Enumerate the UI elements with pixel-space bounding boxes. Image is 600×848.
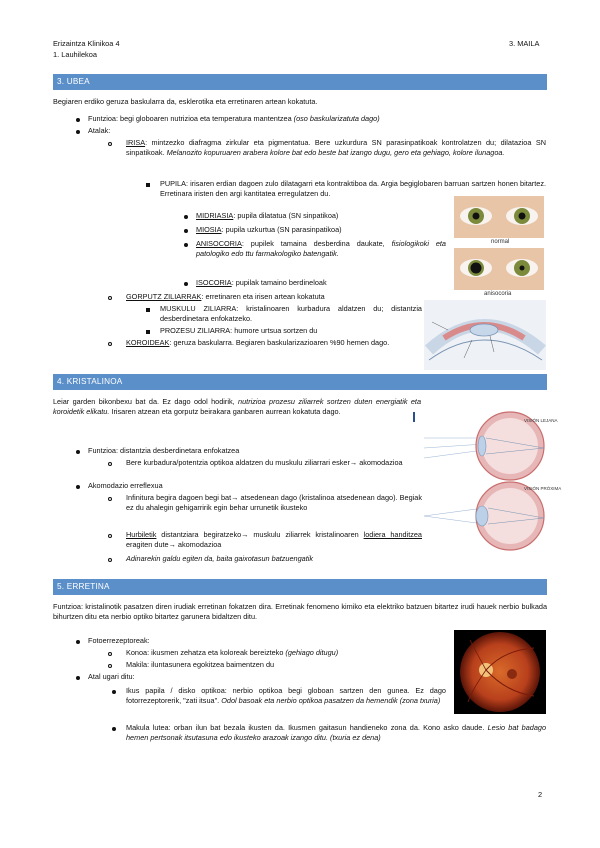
- ciliary-body-diagram: [424, 300, 546, 370]
- erretina-makula: Makula lutea: orban ilun bat bezala ikusten da. Ikusmen gaitasun handieneko zona da. Kono asko daude. Lesio bat badago hemen pertsonak itsutasuna edo ikusteko arazoak izango ditu. (txuria ez dena): [126, 723, 547, 743]
- fig-label-normal: normal: [491, 239, 510, 245]
- bullet-circle-icon: [108, 652, 112, 656]
- ubea-muskulu: MUSKULU ZILIARRA: kristalinoaren kurbadura aldatzen du; distantzia desberdinetara enfokatzeko.: [160, 304, 422, 324]
- ubea-midriasia: MIDRIASIA: pupila dilatatua (SN sinpatikoa): [196, 211, 339, 220]
- retina-fundus-photo: [454, 630, 546, 714]
- kristalinoa-hurbiletik: Hurbiletik distantziara begiratzeko→ muskulu ziliarrek kristalinoaren lodiera handitzea eragiten dute→ akomodazioa: [126, 530, 422, 550]
- bullet-icon: [184, 282, 188, 286]
- bullet-circle-icon: [108, 342, 112, 346]
- ubea-atalak: Atalak:: [88, 126, 111, 135]
- bullet-icon: [76, 485, 80, 489]
- fig-label-anisocoria: anisocoria: [484, 291, 512, 297]
- bullet-circle-icon: [108, 664, 112, 668]
- header-term: 1. Lauhilekoa: [53, 50, 97, 59]
- ubea-irisa: IRISA: mintzezko diafragma zirkular eta pigmentatua. Bere uzkurdura SN parasinpatikoak kontrolatzen du; dilatazioa SN sinpatikoak. Melanozito kopuruaren arabera kolore bat edo beste bat izango dugu, gero eta gehiago, kolore ilunagoa.: [126, 138, 546, 158]
- kristalinoa-funtzioa: Funtzioa: distantzia desberdinetara enfokatzea: [88, 446, 240, 455]
- bullet-icon: [184, 229, 188, 233]
- ubea-isocoria: ISOCORIA: pupilak tamaino berdineloak: [196, 278, 327, 287]
- ubea-intro: Begiaren erdiko geruza baskularra da, esklerotika eta erretinaren artean kokatuta.: [53, 97, 318, 106]
- kristalinoa-infinitura: Infinitura begira dagoen begi bat→ atsedenean dago (kristalinoa atsedenean dago). Begiak ez du ahalegin gehigarririk egin behar urrunetik ikusteko: [126, 493, 422, 513]
- bullet-icon: [112, 727, 116, 731]
- bullet-icon: [76, 118, 80, 122]
- page-number: 2: [538, 790, 543, 799]
- bullet-icon: [112, 690, 116, 694]
- erretina-ikus: Ikus papila / disko optikoa: nerbio optikoa begi globoan sartzen den gunea. Ez dago fotorrezeptorerik, "zati itsua". Odol basoak eta nerbio optikoa pasatzen da hemendik (zona txuria): [126, 686, 446, 706]
- kristalinoa-funtzioa-sub: Bere kurbadura/potentzia optikoa aldatzen du muskulu ziliarrari esker→ akomodazioa: [126, 458, 403, 467]
- bullet-circle-icon: [108, 462, 112, 466]
- bullet-icon: [184, 243, 188, 247]
- erretina-fotoerrezeptoreak: Fotoerrezeptoreak:: [88, 636, 150, 645]
- erretina-makila: Makila: iluntasunera egokitzea baimentzen du: [126, 660, 275, 669]
- header-year: 3. MAILA: [509, 39, 540, 48]
- ubea-miosia: MIOSIA: pupila uzkurtua (SN parasinpatikoa): [196, 225, 342, 234]
- kristalinoa-adinarekin: Adinarekin galdu egiten da, baita gaixotasun batzuengatik: [126, 554, 314, 563]
- eyes-figure: [454, 196, 544, 306]
- bullet-icon: [184, 215, 188, 219]
- bullet-icon: [76, 676, 80, 680]
- bullet-circle-icon: [108, 497, 112, 501]
- bullet-square-icon: [146, 183, 150, 187]
- header-course: Erizaintza Klinikoa 4: [53, 39, 120, 48]
- bullet-circle-icon: [108, 558, 112, 562]
- ubea-gorputz: GORPUTZ ZILIARRAK: erretinaren eta irisen artean kokatuta: [126, 292, 325, 301]
- bullet-icon: [76, 640, 80, 644]
- accommodation-diagram: [424, 404, 562, 554]
- erretina-intro: Funtzioa: kristalinotik pasatzen diren irudiak erretinan fokatzen dira. Erretinak fenomeno kimiko eta elektriko batzuen bitartez irudi hauek nerbio bulkada bihurtzen ditu eta nerbio optiko bitartez garunera bidaltzen ditu.: [53, 602, 547, 622]
- bullet-icon: [76, 450, 80, 454]
- kristalinoa-intro: Leiar garden bikonbexu bat da. Ez dago odol hodirik, nutrizioa prozesu ziliarrek sortzen duten energiatik eta koroidetik elikatu. Irisaren atzean eta gorputz beirakara ganbaren aurrean kokatuta dago.: [53, 397, 422, 417]
- section-title-kristalinoa: 4. KRISTALINOA: [53, 374, 547, 390]
- kristalinoa-akomodazio: Akomodazio erreflexua: [88, 481, 163, 490]
- erretina-atal: Atal ugari ditu:: [88, 672, 135, 681]
- bullet-circle-icon: [108, 142, 112, 146]
- ubea-funtzioa: Funtzioa: begi globoaren nutrizioa eta temperatura mantentzea (oso baskularizatuta dago): [88, 114, 380, 123]
- fig-label-proxima: VISIÓN PRÓXIMA: [524, 486, 562, 491]
- ubea-pupila: PUPILA: irisaren erdian dagoen zulo dilatagarri eta kontraktiboa da. Argia begiglobaren barruan sartzen honen bitartez. Erretinara iristen den argi kantitatea erregulatzen du.: [160, 179, 546, 199]
- bullet-circle-icon: [108, 534, 112, 538]
- bullet-square-icon: [146, 308, 150, 312]
- ubea-prozesu: PROZESU ZILIARRA: humore urtsua sortzen du: [160, 326, 318, 335]
- ubea-koroidea: KOROIDEAK: geruza baskularra. Begiaren baskularizazioaren %90 hemen dago.: [126, 338, 390, 347]
- erretina-konoa: Konoa: ikusmen zehatza eta koloreak bereizteko (gehiago ditugu): [126, 648, 339, 657]
- ubea-anisocoria: ANISOCORIA: pupilek tamaina desberdina daukate, fisiologikoki eta patologiko edo ttu farmakologiko batengatik.: [196, 239, 446, 259]
- text-cursor-mark: [413, 412, 415, 422]
- bullet-square-icon: [146, 330, 150, 334]
- section-title-erretina: 5. ERRETINA: [53, 579, 547, 595]
- bullet-icon: [76, 130, 80, 134]
- bullet-circle-icon: [108, 296, 112, 300]
- section-title-ubea: 3. UBEA: [53, 74, 547, 90]
- fig-label-lejana: VISIÓN LEJANA: [524, 418, 558, 423]
